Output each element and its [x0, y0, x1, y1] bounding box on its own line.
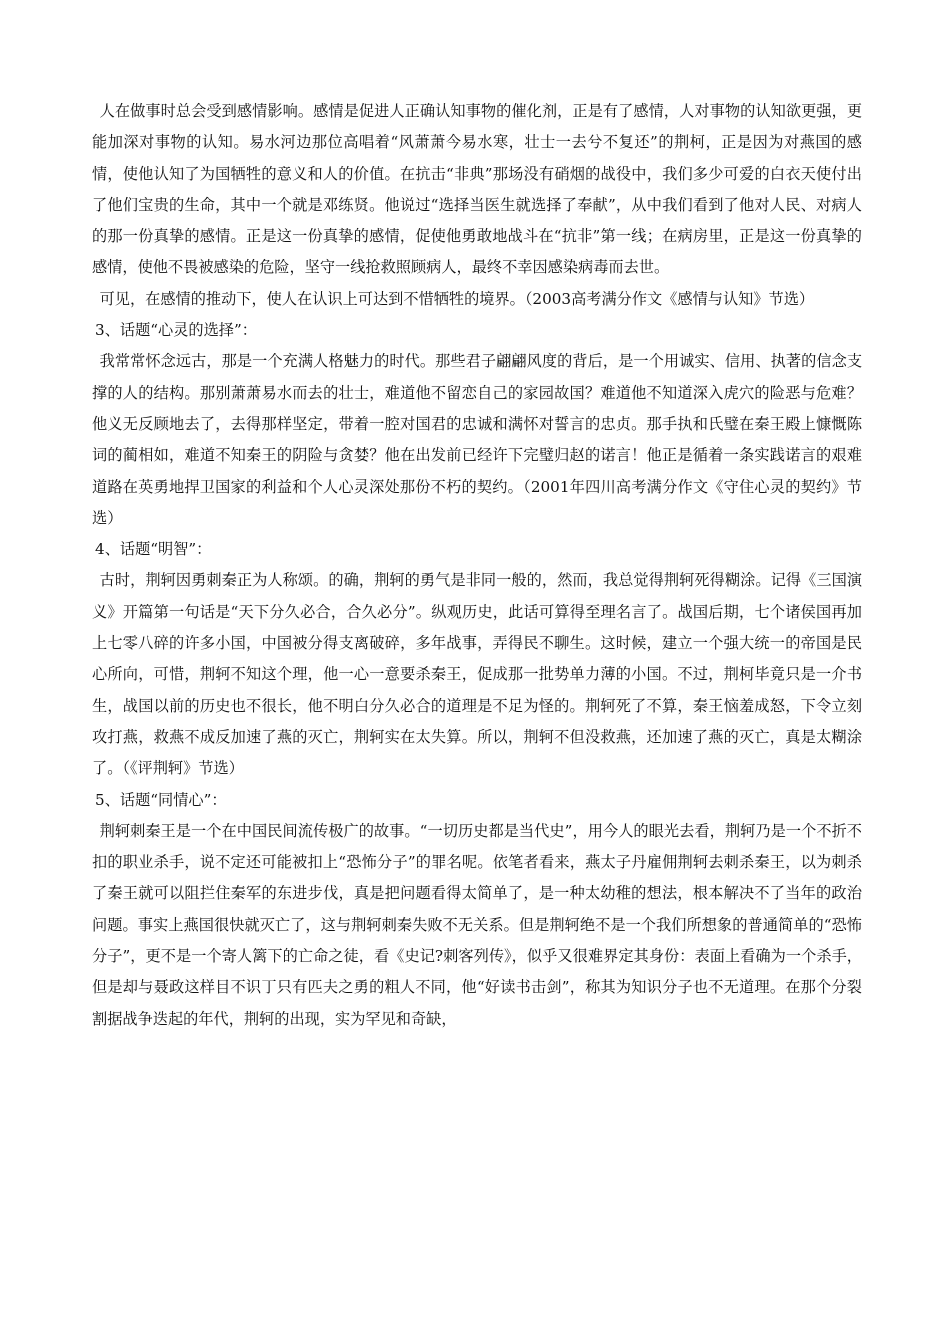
document-page [92, 96, 862, 1035]
paragraph-sympathy: 荆轲刺秦王是一个在中国民间流传极广的故事。“一切历史都是当代史”，用今人的眼光去看，荆轲乃是一个不折不扣的职业杀手，说不定还可能被扣上“恐怖分子”的罪名呢。依笔者看来，燕太子丹雇佣荆轲去刺杀秦王，以为刺杀了秦王就可以阻拦住秦军的东进步伐，真是把问题看得太简单了，是一种太幼稚的想法，根本解决不了当年的政治问题。事实上燕国很快就灭亡了，这与荆轲刺秦失败不无关系。但是荆轲绝不是一个我们所想象的普通简单的“恐怖分子”，更不是一个寄人篱下的亡命之徒，看《史记?刺客列传》，似乎又很难界定其身份：表面上看确为一个杀手，但是却与聂政这样目不识丁只有匹夫之勇的粗人不同，他“好读书击剑”，称其为知识分子也不无道理。在那个分裂割据战争迭起的年代，荆轲的出现，实为罕见和奇缺， [92, 821, 862, 1028]
heading-topic-3: 3、话题“心灵的选择”： [95, 321, 257, 340]
paragraph-heart-choice: 我常常怀念远古，那是一个充满人格魅力的时代。那些君子翩翩风度的背后，是一个用诚实、信用、执著的信念支撑的人的结构。那别萧萧易水而去的壮士，难道他不留恋自己的家园故国？难道他不知道深入虎穴的险恶与危难？他义无反顾地去了，去得那样坚定，带着一腔对国君的忠诚和满怀对誓言的忠贞。那手执和氏璧在秦王殿上慷慨陈词的蔺相如，难道不知秦王的阴险与贪婪？他在出发前已经许下完璧归赵的诺言！他正是循着一条实践诺言的艰难道路在英勇地捍卫国家的利益和个人心灵深处那份不朽的契约。（2001年四川高考满分作文《守住心灵的契约》节选） [92, 352, 862, 527]
heading-topic-5: 5、话题“同情心”： [95, 790, 227, 809]
paragraph-wisdom: 古时，荆轲因勇刺秦正为人称颂。的确，荆轲的勇气是非同一般的，然而，我总觉得荆轲死得糊涂。记得《三国演义》开篇第一句话是“天下分久必合，合久必分”。纵观历史，此话可算得至理名言了。战国后期，七个诸侯国再加上七零八碎的许多小国，中国被分得支离破碎，多年战事，弄得民不聊生。这时候，建立一个强大统一的帝国是民心所向，可惜，荆轲不知这个理，他一心一意要杀秦王，促成那一批势单力薄的小国。不过，荆柯毕竟只是一介书生，战国以前的历史也不很长，他不明白分久必合的道理是不足为怪的。荆轲死了不算，秦王恼羞成怒，下令立刻攻打燕，救燕不成反加速了燕的灭亡，荆轲实在太失算。所以，荆轲不但没救燕，还加速了燕的灭亡，真是太糊涂了。（《评荆轲》节选） [92, 571, 862, 778]
paragraph-emotion-conclusion: 可见，在感情的推动下，使人在认识上可达到不惜牺牲的境界。（2003高考满分作文《感情与认知》节选） [99, 289, 815, 308]
heading-topic-4: 4、话题“明智”： [95, 540, 212, 559]
paragraph-emotion-cognition: 人在做事时总会受到感情影响。感情是促进人正确认知事物的催化剂，正是有了感情，人对事物的认知欲更强，更能加深对事物的认知。易水河边那位高唱着“风萧萧今易水寒，壮士一去兮不复还”的荆柯，正是因为对燕国的感情，使他认知了为国牺牲的意义和人的价值。在抗击“非典”那场没有硝烟的战役中，我们多少可爱的白衣天使付出了他们宝贵的生命，其中一个就是邓练贤。他说过“选择当医生就选择了奉献”，从中我们看到了他对人民、对病人的那一份真挚的感情。正是这一份真挚的感情，促使他勇敢地战斗在“抗非”第一线；在病房里，正是这一份真挚的感情，使他不畏被感染的危险，坚守一线抢救照顾病人，最终不幸因感染病毒而去世。 [92, 102, 862, 277]
